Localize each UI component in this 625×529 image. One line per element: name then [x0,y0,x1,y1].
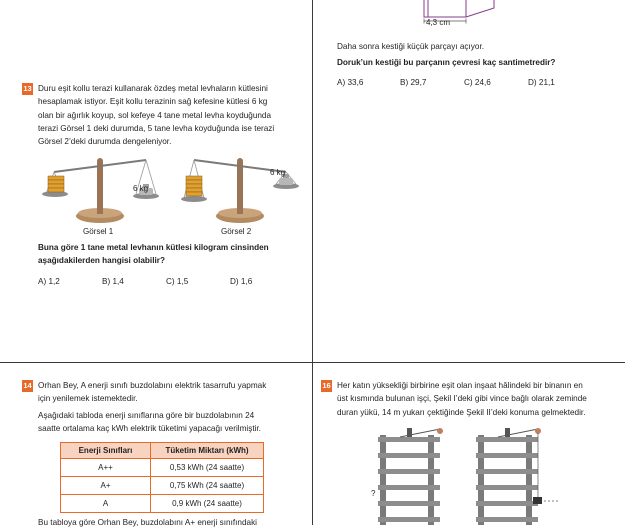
question-mark-label: ? [371,489,376,498]
question-body-2 [38,409,308,436]
question-line-cut: Bu tabloya göre Orhan Bey, buzdolabını A+ enerji sınıfındaki [38,518,258,527]
question-line: saatte ortalama kaç kWh elektrik tüketimi yapacağı verilmiştir. [38,424,261,434]
energy-class-table [60,442,264,513]
prompt-line: Buna göre 1 tane metal levhanın kütlesi kilogram cinsinden [38,243,269,252]
figure-caption: Görsel 1 [83,227,114,236]
question-line: için yenilemek istemektedir. [38,394,138,404]
option-c[interactable]: C) 1,5 [166,277,189,286]
option-b[interactable]: B) 1,4 [102,277,124,286]
question-number-badge: 16 [322,381,331,390]
table-cell: 0,9 kWh (24 saatte) [151,495,264,513]
option-d[interactable]: D) 1,6 [230,277,253,286]
question-number-badge: 13 [23,84,32,93]
question-line: Duru eşit kollu terazi kullanarak özdeş metal levhaların kütlesini [38,84,268,93]
table-header: Tüketim Miktarı (kWh) [151,443,264,459]
question-line: olan bir ağırlık koyup, sol kefeye 4 tane metal levha koyduğunda [38,110,272,120]
question-line: duran yükü, 14 m yukarı çektiğinde Şekil II’deki konuma gelmektedir. [337,407,586,417]
section-separator-right [313,362,625,363]
table-cell: A [61,495,151,513]
question-line: Görsel 2’deki durumda dengeleniyor. [38,137,172,147]
question-body [337,379,622,419]
weight-label: 6 kg [133,184,149,193]
option-a[interactable]: A) 33,6 [337,78,364,87]
table-cell: A+ [61,477,151,495]
option-a[interactable]: A) 1,2 [38,277,60,286]
question-line: üst kısmında bulunan işçi, Şekil I’deki gibi vince bağlı olarak zeminde [337,394,587,404]
question-number-badge: 14 [23,381,32,390]
paragraph: Daha sonra kestiği küçük parçayı açıyor. [337,42,484,51]
section-separator-left [0,362,312,363]
balance-scale-1 [40,152,170,227]
dimension-label: 4,3 cm [426,18,451,27]
question-body [38,82,308,148]
prompt-line: aşağıdakilerden hangisi olabilir? [38,256,165,266]
option-d[interactable]: D) 21,1 [528,78,555,87]
weight-label: 6 kg [270,168,286,177]
option-b[interactable]: B) 29,7 [400,78,427,87]
building-figure-2 [468,425,568,525]
balance-scale-2 [180,152,310,227]
figure-caption: Görsel 2 [221,227,252,236]
question-body [38,379,308,406]
question-line: terazi Görsel 1 deki durumda, 5 tane levha koyduğunda ise terazi [38,123,275,133]
table-cell: 0,53 kWh (24 saatte) [151,459,264,477]
option-c[interactable]: C) 24,6 [464,78,491,87]
question-prompt [38,241,308,268]
table-header: Enerji Sınıfları [61,443,151,459]
table-cell: A++ [61,459,151,477]
question-line: Her katın yüksekliği birbirine eşit olan inşaat hâlindeki bir binanın en [337,381,583,390]
table-row [61,477,264,495]
table-header-row [61,443,264,459]
building-figure-1 [370,425,450,525]
column-divider [312,0,313,525]
question-line: Orhan Bey, A enerji sınıfı buzdolabını elektrik tasarrufu yapmak [38,381,267,390]
table-cell: 0,75 kWh (24 saatte) [151,477,264,495]
table-row [61,495,264,513]
answer-options [337,78,597,90]
table-row [61,459,264,477]
answer-options [38,277,298,289]
question-line: Aşağıdaki tabloda enerji sınıflarına göre bir buzdolabının 24 [38,411,255,420]
question-line: hesaplamak istiyor. Eşit kollu terazinin sağ kefesine kütlesi 6 kg [38,97,268,107]
question-text: Doruk’un kestiği bu parçanın çevresi kaç santimetredir? [337,58,556,67]
